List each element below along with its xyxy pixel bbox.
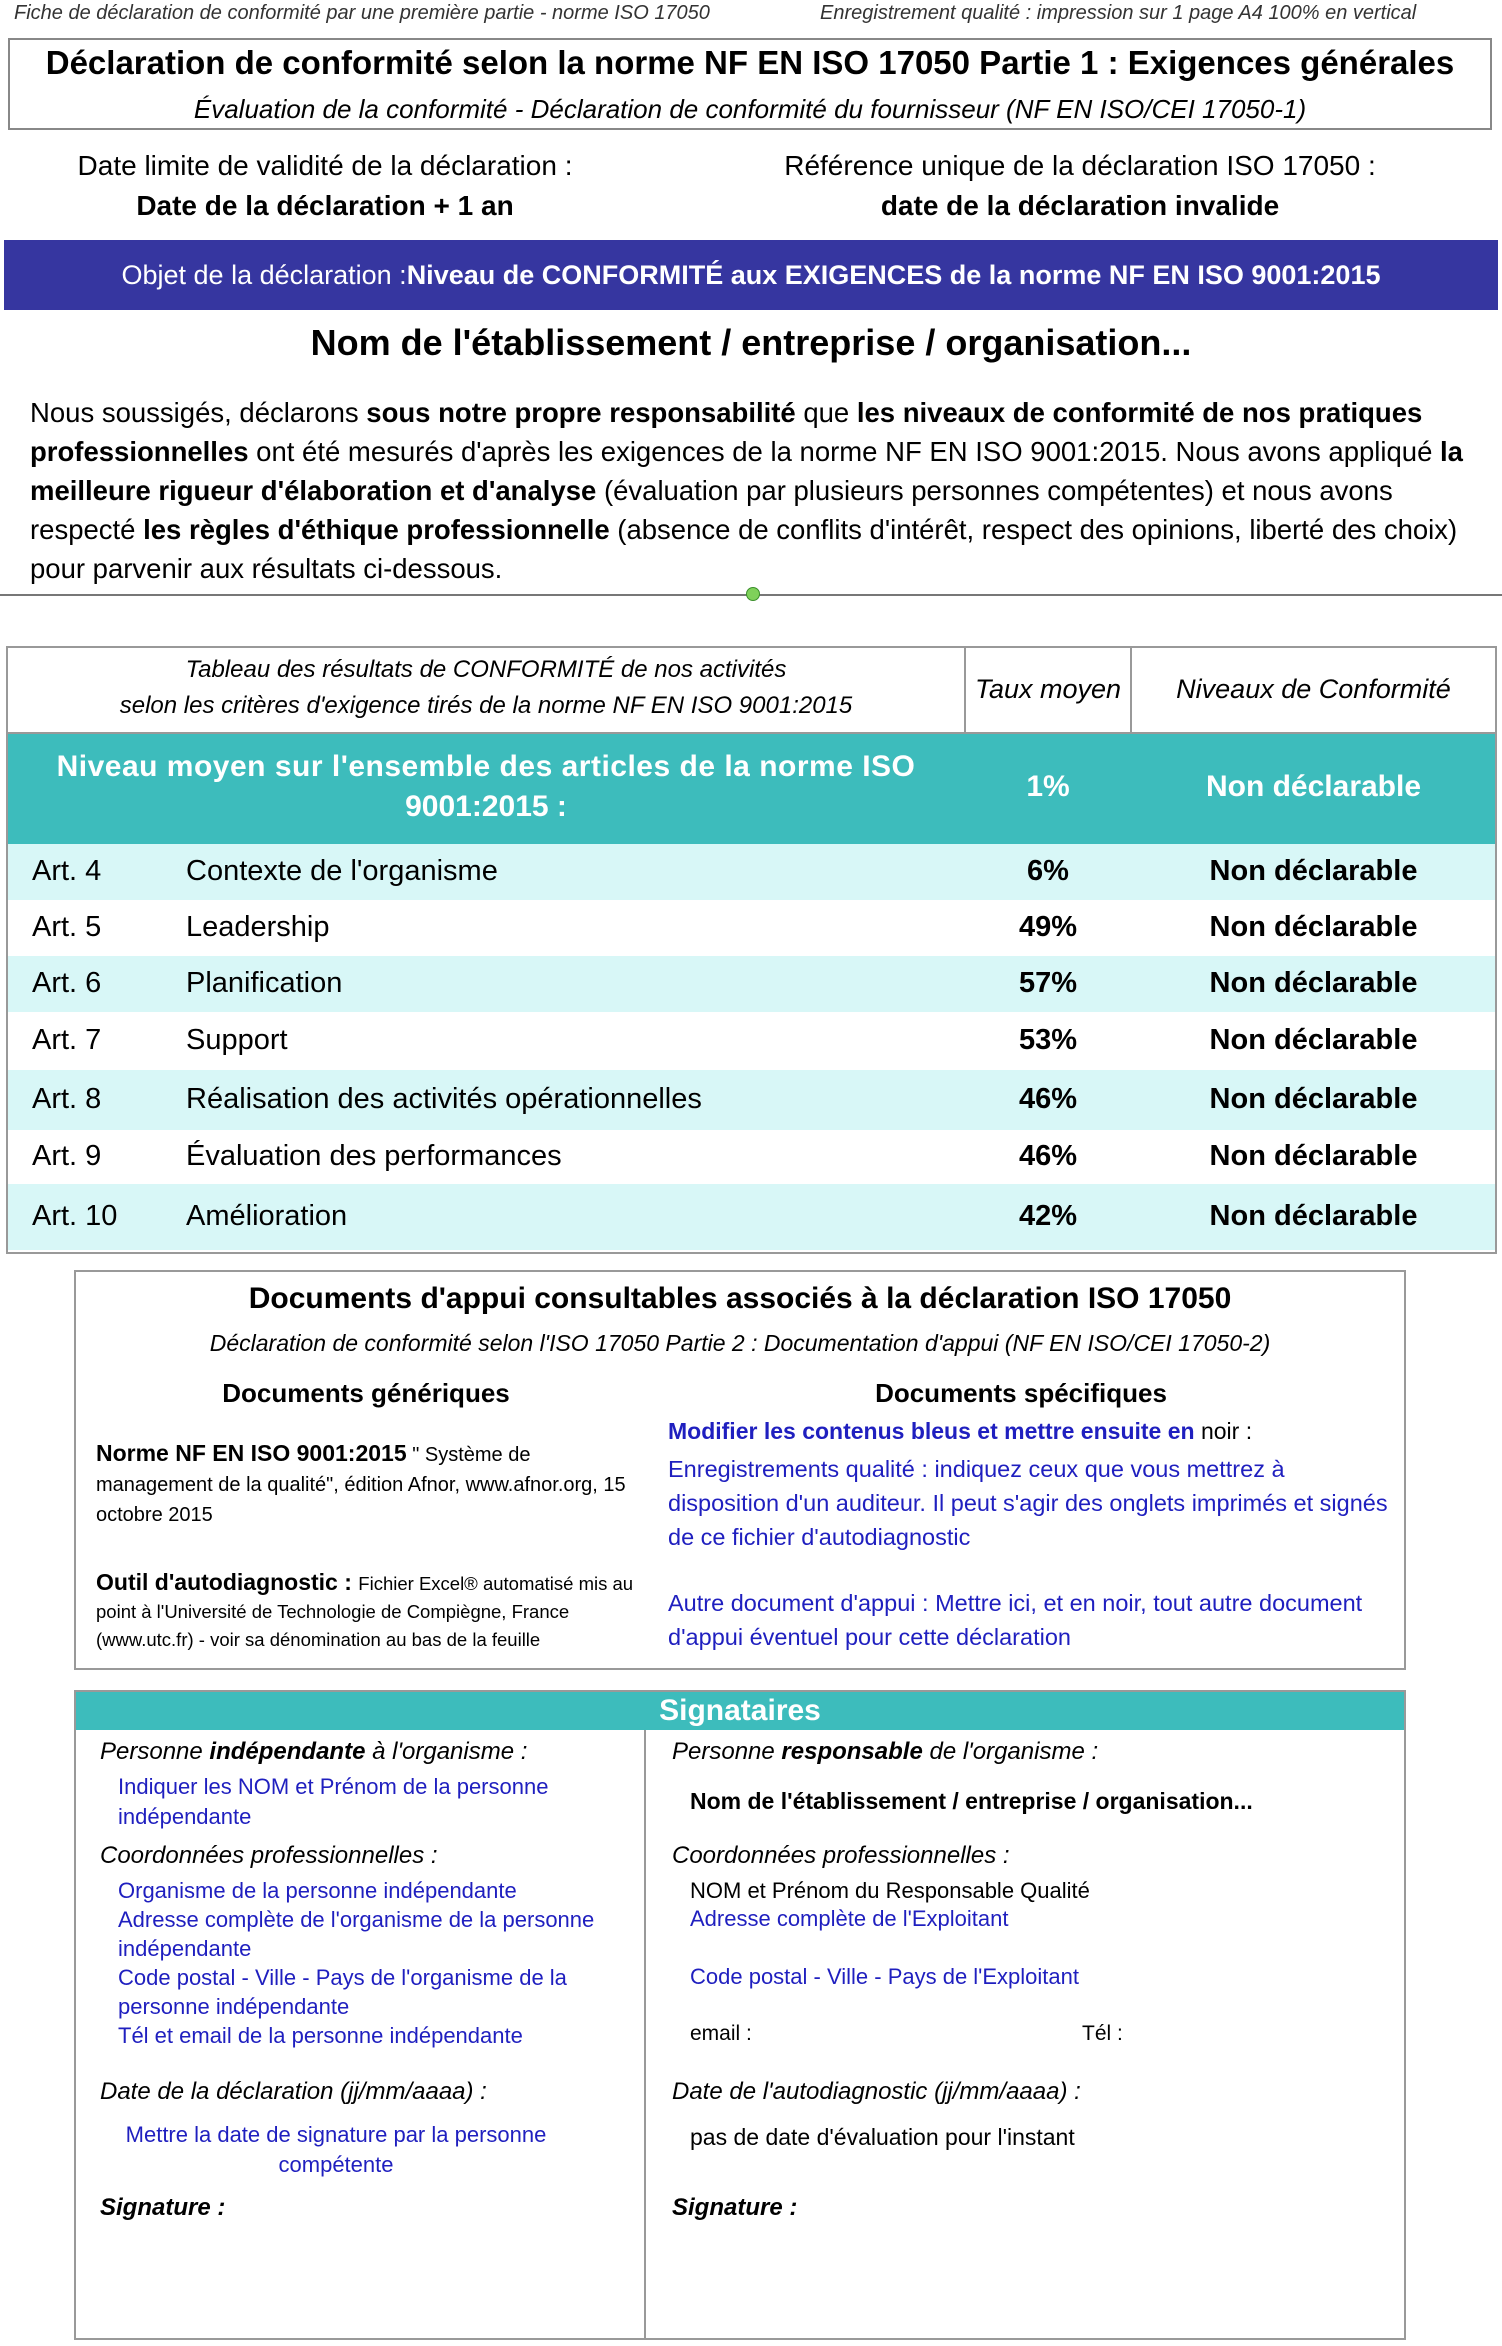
average-label-line2: 9001:2015 : (405, 790, 567, 823)
banner-prefix: Objet de la déclaration : (121, 259, 407, 290)
article-rate: 42% (1018, 1200, 1078, 1232)
results-head-level: Niveaux de Conformité (1176, 674, 1451, 704)
intro-bold: les niveaux de conformité de nos pratiques professionnelles (30, 397, 1423, 467)
table-row (8, 1012, 1495, 1070)
intro-paragraph (30, 393, 1480, 588)
intro-text: (absence de conflits d'intérêt, respect des opinions, liberté des choix) pour parvenir aux résultats ci-dessous. (30, 514, 1458, 584)
independent-city[interactable]: Code postal - Ville - Pays de l'organisme de la personne indépendante (118, 1965, 567, 2019)
results-head-line2: selon les critères d'exigence tirés de la norme NF EN ISO 9001:2015 (119, 692, 853, 719)
article-level: Non déclarable (1209, 967, 1418, 999)
label-bold: indépendante (209, 1738, 366, 1765)
article-name: Évaluation des performances (186, 1140, 562, 1172)
declaration-object-banner (4, 240, 1498, 310)
responsible-qm-name: NOM et Prénom du Responsable Qualité (690, 1878, 1090, 1903)
article-level: Non déclarable (1209, 1083, 1418, 1115)
results-table-header (8, 648, 1495, 734)
generic-norm-bold: Norme NF EN ISO 9001:2015 (96, 1440, 407, 1466)
article-name: Contexte de l'organisme (186, 855, 498, 887)
form-caption (0, 0, 1502, 28)
independent-signature-label: Signature : (100, 2194, 226, 2221)
article-name: Amélioration (186, 1200, 348, 1232)
reference-value: date de la déclaration invalide (880, 190, 1280, 221)
article-name: Support (186, 1024, 288, 1056)
selection-handle[interactable] (746, 587, 760, 601)
intro-bold: la meilleure rigueur d'élaboration et d'analyse (30, 436, 1463, 506)
responsible-signature-label: Signature : (672, 2194, 798, 2221)
article-number: Art. 8 (32, 1083, 102, 1115)
specific-docs-title: Documents spécifiques (875, 1378, 1167, 1408)
email-label: email : (690, 2022, 752, 2045)
responsible-address[interactable]: Adresse complète de l'Exploitant (690, 1906, 1009, 1931)
article-name: Leadership (186, 911, 330, 943)
generic-tool-bold: Outil d'autodiagnostic : (96, 1569, 359, 1595)
intro-text: (évaluation par plusieurs personnes compétentes) et nous avons respecté (30, 475, 1393, 545)
table-row (8, 900, 1495, 956)
results-head-line1: Tableau des résultats de CONFORMITÉ de nos activités (185, 656, 787, 683)
intro-text: Nous soussigés, déclarons (30, 397, 367, 428)
article-level: Non déclarable (1209, 855, 1418, 887)
label-text: de l'organisme : (922, 1738, 1099, 1765)
responsible-coords-label: Coordonnées professionnelles : (672, 1842, 1010, 1869)
generic-norm-text: " Système de management de la qualité", édition Afnor, www.afnor.org, 15 octobre 2015 (96, 1444, 626, 1526)
article-level: Non déclarable (1209, 911, 1418, 943)
intro-bold: les règles d'éthique professionnelle (143, 514, 610, 545)
validity-label: Date limite de validité de la déclaration : (77, 150, 573, 181)
independent-contact[interactable]: Tél et email de la personne indépendante (118, 2023, 523, 2048)
table-row (8, 956, 1495, 1012)
specific-instruction-colon: : (1239, 1418, 1253, 1444)
specific-instruction (668, 1418, 1398, 1445)
label-text: Personne (672, 1738, 782, 1765)
article-level: Non déclarable (1209, 1200, 1418, 1232)
article-rate: 46% (1018, 1083, 1078, 1115)
tel-label: Tél : (1082, 2022, 1123, 2045)
intro-text: ont été mesurés d'après les exigences de la norme NF EN ISO 9001:2015. Nous avons appliqué (248, 436, 1441, 467)
article-rate: 53% (1018, 1024, 1078, 1056)
generic-norm (96, 1438, 636, 1530)
signatories-title: Signataires (76, 1692, 1404, 1730)
independent-person-label (100, 1738, 527, 1766)
declaration-subtitle: Évaluation de la conformité - Déclaration de conformité du fournisseur (NF EN ISO/CEI 17050-1) (193, 94, 1307, 124)
results-table (6, 646, 1497, 1254)
validity-value: Date de la déclaration + 1 an (136, 190, 514, 221)
label-text: à l'organisme : (365, 1738, 528, 1765)
organisation-name: Nom de l'établissement / entreprise / organisation... (310, 322, 1192, 363)
article-level: Non déclarable (1209, 1140, 1418, 1172)
average-row (8, 734, 1495, 844)
generic-docs-title: Documents génériques (222, 1378, 510, 1408)
article-rate: 6% (1027, 855, 1069, 887)
generic-tool (96, 1568, 636, 1654)
responsible-person-label (672, 1738, 1098, 1766)
docs-subtitle: Déclaration de conformité selon l'ISO 17050 Partie 2 : Documentation d'appui (NF EN ISO/CEI 17050-2) (209, 1330, 1271, 1356)
declaration-date-label: Date de la déclaration (jj/mm/aaaa) : (100, 2078, 487, 2105)
table-row (8, 844, 1495, 900)
autodiag-date-label: Date de l'autodiagnostic (jj/mm/aaaa) : (672, 2078, 1081, 2105)
independent-address[interactable]: Adresse complète de l'organisme de la personne indépendante (118, 1907, 595, 1961)
article-rate: 46% (1018, 1140, 1078, 1172)
average-level: Non déclarable (1205, 770, 1422, 803)
specific-records[interactable]: Enregistrements qualité : indiquez ceux que vous mettrez à disposition d'un auditeur. Il peut s'agir des onglets imprimés et signés de ce fichier d'autodiagnostic (668, 1456, 1388, 1550)
form-caption-left: Fiche de déclaration de conformité par une première partie - norme ISO 17050 (14, 2, 710, 24)
docs-title: Documents d'appui consultables associés à la déclaration ISO 17050 (248, 1282, 1232, 1315)
form-caption-right: Enregistrement qualité : impression sur 1 page A4 100% en vertical (820, 2, 1417, 24)
responsible-org-name: Nom de l'établissement / entreprise / organisation... (690, 1788, 1253, 1814)
reference-label: Référence unique de la déclaration ISO 17050 : (784, 150, 1376, 181)
intro-text: que (795, 397, 857, 428)
table-row (8, 1070, 1495, 1130)
declaration-header (8, 38, 1492, 130)
article-rate: 49% (1018, 911, 1078, 943)
results-head-rate: Taux moyen (974, 674, 1122, 704)
declaration-title: Déclaration de conformité selon la norme NF EN ISO 17050 Partie 1 : Exigences générales (45, 44, 1455, 81)
table-row (8, 1130, 1495, 1184)
specific-instruction-black: noir (1194, 1418, 1240, 1444)
article-name: Réalisation des activités opérationnelles (186, 1083, 702, 1115)
intro-bold: sous notre propre responsabilité (366, 397, 796, 428)
article-number: Art. 4 (32, 855, 102, 887)
average-rate: 1% (1026, 770, 1070, 803)
support-documents-panel (74, 1270, 1406, 1670)
article-number: Art. 10 (32, 1200, 118, 1232)
table-row (8, 1184, 1495, 1250)
specific-instruction-bold: Modifier les contenus bleus et mettre ensuite en (668, 1418, 1195, 1444)
article-number: Art. 9 (32, 1140, 102, 1172)
banner-text: Niveau de CONFORMITÉ aux EXIGENCES de la norme NF EN ISO 9001:2015 (406, 259, 1381, 290)
independent-person-name[interactable]: Indiquer les NOM et Prénom de la personne indépendante (118, 1774, 549, 1829)
signatories-panel (74, 1690, 1406, 2340)
independent-coords-label: Coordonnées professionnelles : (100, 1842, 438, 1869)
article-number: Art. 6 (32, 967, 102, 999)
responsible-city[interactable]: Code postal - Ville - Pays de l'Exploitant (690, 1964, 1079, 1989)
article-number: Art. 7 (32, 1024, 102, 1056)
declaration-date-value[interactable]: Mettre la date de signature par la personne compétente (125, 2122, 547, 2177)
specific-other-doc[interactable]: Autre document d'appui : Mettre ici, et en noir, tout autre document d'appui éventuel pour cette déclaration (668, 1590, 1363, 1650)
average-label-line1: Niveau moyen sur l'ensemble des articles de la norme ISO (56, 750, 916, 783)
label-text: Personne (100, 1738, 210, 1765)
article-level: Non déclarable (1209, 1024, 1418, 1056)
independent-org[interactable]: Organisme de la personne indépendante (118, 1878, 517, 1903)
label-bold: responsable (781, 1738, 923, 1765)
signatories-divider (644, 1730, 646, 2338)
generic-tool-text: Fichier Excel® automatisé mis au point à l'Université de Technologie de Compiègne, France (www.utc.fr) - voir sa dénomination au bas de la feuille (96, 1573, 634, 1650)
independent-coords (118, 1876, 638, 2050)
article-name: Planification (186, 967, 343, 999)
article-rate: 57% (1018, 967, 1078, 999)
article-number: Art. 5 (32, 911, 102, 943)
autodiag-date-value: pas de date d'évaluation pour l'instant (690, 2124, 1075, 2150)
